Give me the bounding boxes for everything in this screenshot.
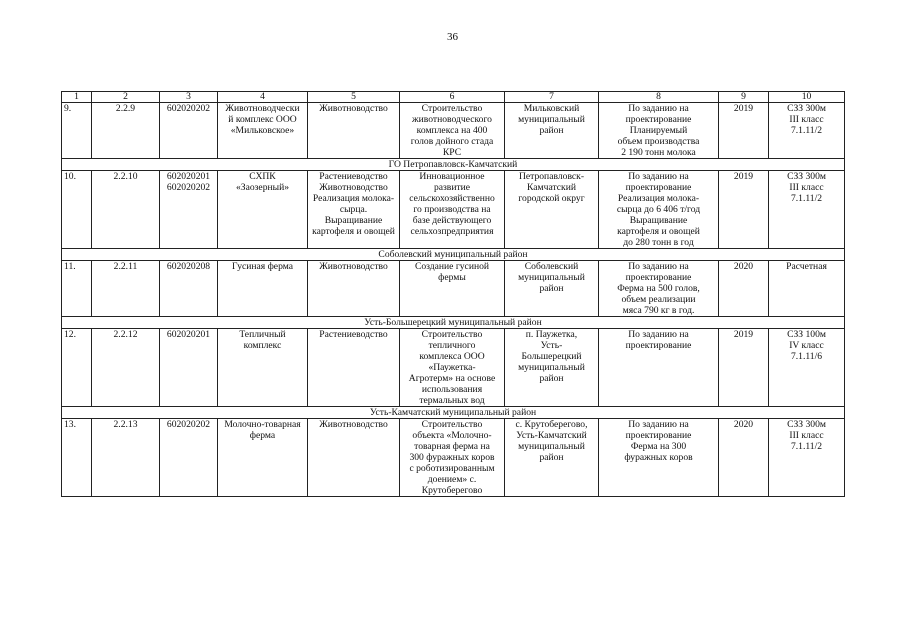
table-cell: Животноводство xyxy=(308,103,400,159)
table-cell: Соболевский муниципальный район xyxy=(505,261,599,317)
table-cell: п. Паужетка, Усть- Большерецкий муниципальный район xyxy=(505,329,599,407)
section-row xyxy=(62,159,845,171)
table-cell: 2.2.11 xyxy=(92,261,160,317)
table-cell: 11. xyxy=(62,261,92,317)
table-cell: 12. xyxy=(62,329,92,407)
table-cell: 2.2.10 xyxy=(92,171,160,249)
table-row xyxy=(62,419,845,497)
table-cell: Животноводство xyxy=(308,261,400,317)
section-row xyxy=(62,317,845,329)
table-cell: 10. xyxy=(62,171,92,249)
table-cell: Строительство животноводческого комплекса на 400 голов дойного стада КРС xyxy=(400,103,505,159)
table-cell: 602020202 xyxy=(160,103,218,159)
section-title: Соболевский муниципальный район xyxy=(62,249,845,261)
header-cell: 5 xyxy=(308,92,400,103)
table-row xyxy=(62,103,845,159)
table-cell: По заданию на проектирование Ферма на 500 голов, объем реализации мяса 790 кг в год. xyxy=(599,261,719,317)
table-cell: 602020201 602020202 xyxy=(160,171,218,249)
table-cell: 602020201 xyxy=(160,329,218,407)
table-cell: По заданию на проектирование xyxy=(599,329,719,407)
table-cell: По заданию на проектирование Реализация молока- сырца до 6 406 т/год Выращивание картофеля и овощей до 280 тонн в год xyxy=(599,171,719,249)
header-cell: 7 xyxy=(505,92,599,103)
table-cell: Животноводчески й комплекс ООО «Мильковское» xyxy=(218,103,308,159)
table-cell: СЗЗ 100м IV класс 7.1.11/6 xyxy=(769,329,845,407)
table-cell: СЗЗ 300м III класс 7.1.11/2 xyxy=(769,419,845,497)
table-cell: с. Крутоберегово, Усть-Камчатский муниципальный район xyxy=(505,419,599,497)
table-cell: Расчетная xyxy=(769,261,845,317)
table-cell: 2020 xyxy=(719,419,769,497)
header-row xyxy=(62,92,845,103)
table-cell: 2019 xyxy=(719,103,769,159)
header-cell: 8 xyxy=(599,92,719,103)
table-cell: СХПК «Заозерный» xyxy=(218,171,308,249)
header-cell: 3 xyxy=(160,92,218,103)
table-cell: 2.2.12 xyxy=(92,329,160,407)
header-cell: 6 xyxy=(400,92,505,103)
page-number: 36 xyxy=(447,31,458,43)
table-cell: Растениеводство Животноводство Реализация молока- сырца. Выращивание картофеля и овощей xyxy=(308,171,400,249)
table-cell: Инновационное развитие сельскохозяйственно го производства на базе действующего сельхозпредприятия xyxy=(400,171,505,249)
table-cell: СЗЗ 300м III класс 7.1.11/2 xyxy=(769,103,845,159)
table-cell: Создание гусиной фермы xyxy=(400,261,505,317)
table-cell: 602020202 xyxy=(160,419,218,497)
projects-table xyxy=(61,91,845,497)
table-cell: Гусиная ферма xyxy=(218,261,308,317)
section-title: Усть-Камчатский муниципальный район xyxy=(62,407,845,419)
section-title: Усть-Большерецкий муниципальный район xyxy=(62,317,845,329)
header-cell: 2 xyxy=(92,92,160,103)
table-cell: 2.2.13 xyxy=(92,419,160,497)
section-title: ГО Петропавловск-Камчатский xyxy=(62,159,845,171)
table-row xyxy=(62,329,845,407)
header-cell: 1 xyxy=(62,92,92,103)
table-cell: СЗЗ 300м III класс 7.1.11/2 xyxy=(769,171,845,249)
header-cell: 4 xyxy=(218,92,308,103)
table-cell: 2019 xyxy=(719,329,769,407)
table-cell: 2019 xyxy=(719,171,769,249)
table-cell: 2.2.9 xyxy=(92,103,160,159)
header-cell: 9 xyxy=(719,92,769,103)
table-cell: 2020 xyxy=(719,261,769,317)
table-cell: Растениеводство xyxy=(308,329,400,407)
table-cell: Молочно-товарная ферма xyxy=(218,419,308,497)
table-cell: По заданию на проектирование Ферма на 300 фуражных коров xyxy=(599,419,719,497)
table-cell: По заданию на проектирование Планируемый объем производства 2 190 тонн молока xyxy=(599,103,719,159)
table-cell: 9. xyxy=(62,103,92,159)
table-cell: Петропавловск- Камчатский городской округ xyxy=(505,171,599,249)
table-cell: Мильковский муниципальный район xyxy=(505,103,599,159)
section-row xyxy=(62,407,845,419)
table-cell: Строительство объекта «Молочно- товарная ферма на 300 фуражных коров с роботизированным доением» с. Крутоберегово xyxy=(400,419,505,497)
table-row xyxy=(62,261,845,317)
header-cell: 10 xyxy=(769,92,845,103)
table-cell: Тепличный комплекс xyxy=(218,329,308,407)
table-cell: Животноводство xyxy=(308,419,400,497)
table-cell: 13. xyxy=(62,419,92,497)
table-row xyxy=(62,171,845,249)
section-row xyxy=(62,249,845,261)
table-cell: 602020208 xyxy=(160,261,218,317)
table-cell: Строительство тепличного комплекса ООО «Паужетка- Агротерм» на основе использования термальных вод xyxy=(400,329,505,407)
